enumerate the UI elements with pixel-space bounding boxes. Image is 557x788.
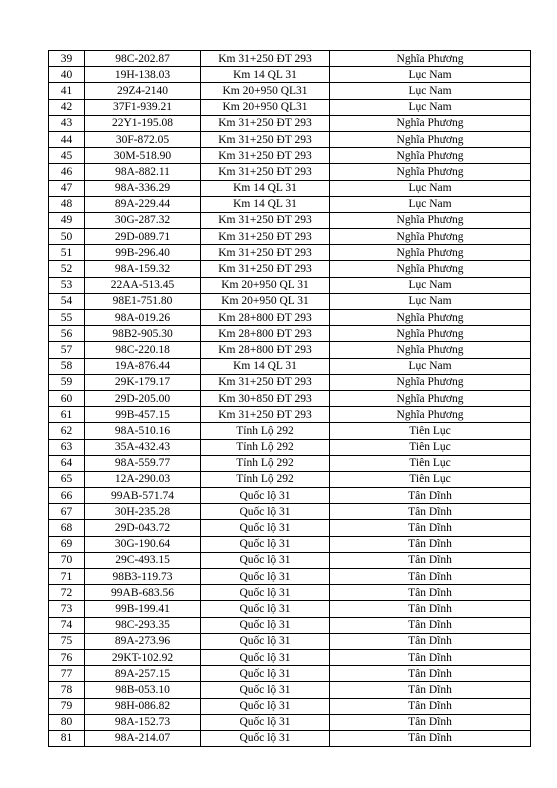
area-cell: Tân Dĩnh [330, 714, 531, 730]
table-row [49, 83, 531, 99]
row-number-cell: 62 [49, 423, 85, 439]
location-cell: Tỉnh Lộ 292 [201, 455, 330, 471]
table-row [49, 601, 531, 617]
location-cell: Km 31+250 ĐT 293 [201, 374, 330, 390]
location-cell: Quốc lộ 31 [201, 617, 330, 633]
row-number-cell: 73 [49, 601, 85, 617]
license-plate-cell: 98C-293.35 [85, 617, 201, 633]
license-plate-cell: 30G-287.32 [85, 212, 201, 228]
location-cell: Km 14 QL 31 [201, 180, 330, 196]
area-cell: Nghĩa Phương [330, 131, 531, 147]
location-cell: Quốc lộ 31 [201, 682, 330, 698]
location-cell: Quốc lộ 31 [201, 552, 330, 568]
table-body [49, 51, 531, 747]
table-row [49, 261, 531, 277]
table-row [49, 682, 531, 698]
table-row [49, 455, 531, 471]
location-cell: Km 14 QL 31 [201, 67, 330, 83]
license-plate-cell: 29KT-102.92 [85, 649, 201, 665]
location-cell: Km 20+950 QL31 [201, 99, 330, 115]
license-plate-cell: 98A-159.32 [85, 261, 201, 277]
area-cell: Tân Dĩnh [330, 666, 531, 682]
table-row [49, 229, 531, 245]
location-cell: Tỉnh Lộ 292 [201, 423, 330, 439]
table-row [49, 504, 531, 520]
license-plate-cell: 99B-296.40 [85, 245, 201, 261]
table-row [49, 342, 531, 358]
license-plate-cell: 98B-053.10 [85, 682, 201, 698]
area-cell: Tân Dĩnh [330, 520, 531, 536]
table-row [49, 633, 531, 649]
row-number-cell: 48 [49, 196, 85, 212]
area-cell: Nghĩa Phương [330, 115, 531, 131]
license-plate-cell: 19H-138.03 [85, 67, 201, 83]
table-row [49, 148, 531, 164]
location-cell: Quốc lộ 31 [201, 569, 330, 585]
table-row [49, 115, 531, 131]
row-number-cell: 68 [49, 520, 85, 536]
location-cell: Quốc lộ 31 [201, 585, 330, 601]
area-cell: Lục Nam [330, 196, 531, 212]
row-number-cell: 44 [49, 131, 85, 147]
license-plate-cell: 99AB-683.56 [85, 585, 201, 601]
row-number-cell: 80 [49, 714, 85, 730]
location-cell: Quốc lộ 31 [201, 666, 330, 682]
row-number-cell: 58 [49, 358, 85, 374]
location-cell: Quốc lộ 31 [201, 698, 330, 714]
license-plate-cell: 35A-432.43 [85, 439, 201, 455]
row-number-cell: 60 [49, 390, 85, 406]
area-cell: Lục Nam [330, 67, 531, 83]
area-cell: Nghĩa Phương [330, 212, 531, 228]
row-number-cell: 78 [49, 682, 85, 698]
area-cell: Tiên Lục [330, 439, 531, 455]
license-plate-cell: 98A-336.29 [85, 180, 201, 196]
table-row [49, 520, 531, 536]
table-row [49, 67, 531, 83]
violation-table [48, 50, 531, 747]
row-number-cell: 43 [49, 115, 85, 131]
table-row [49, 293, 531, 309]
license-plate-cell: 30H-235.28 [85, 504, 201, 520]
row-number-cell: 56 [49, 326, 85, 342]
license-plate-cell: 30G-190.64 [85, 536, 201, 552]
location-cell: Km 31+250 ĐT 293 [201, 51, 330, 67]
license-plate-cell: 98A-152.73 [85, 714, 201, 730]
table-row [49, 698, 531, 714]
location-cell: Quốc lộ 31 [201, 601, 330, 617]
location-cell: Km 31+250 ĐT 293 [201, 229, 330, 245]
table-row [49, 374, 531, 390]
row-number-cell: 74 [49, 617, 85, 633]
area-cell: Tân Dĩnh [330, 682, 531, 698]
license-plate-cell: 98C-220.18 [85, 342, 201, 358]
table-row [49, 390, 531, 406]
license-plate-cell: 98H-086.82 [85, 698, 201, 714]
row-number-cell: 55 [49, 310, 85, 326]
location-cell: Km 20+950 QL 31 [201, 277, 330, 293]
location-cell: Km 14 QL 31 [201, 358, 330, 374]
area-cell: Nghĩa Phương [330, 342, 531, 358]
area-cell: Nghĩa Phương [330, 164, 531, 180]
row-number-cell: 67 [49, 504, 85, 520]
location-cell: Km 31+250 ĐT 293 [201, 148, 330, 164]
table-row [49, 407, 531, 423]
license-plate-cell: 29C-493.15 [85, 552, 201, 568]
row-number-cell: 63 [49, 439, 85, 455]
location-cell: Km 31+250 ĐT 293 [201, 164, 330, 180]
table-row [49, 488, 531, 504]
location-cell: Tỉnh Lộ 292 [201, 439, 330, 455]
area-cell: Tiên Lục [330, 455, 531, 471]
location-cell: Km 31+250 ĐT 293 [201, 212, 330, 228]
table-row [49, 585, 531, 601]
location-cell: Km 31+250 ĐT 293 [201, 115, 330, 131]
area-cell: Nghĩa Phương [330, 326, 531, 342]
table-row [49, 423, 531, 439]
license-plate-cell: 89A-273.96 [85, 633, 201, 649]
license-plate-cell: 89A-229.44 [85, 196, 201, 212]
license-plate-cell: 98C-202.87 [85, 51, 201, 67]
location-cell: Quốc lộ 31 [201, 730, 330, 746]
row-number-cell: 46 [49, 164, 85, 180]
table-row [49, 666, 531, 682]
row-number-cell: 70 [49, 552, 85, 568]
area-cell: Nghĩa Phương [330, 407, 531, 423]
license-plate-cell: 37F1-939.21 [85, 99, 201, 115]
table-row [49, 471, 531, 487]
table-row [49, 310, 531, 326]
table-row [49, 245, 531, 261]
location-cell: Km 31+250 ĐT 293 [201, 261, 330, 277]
row-number-cell: 61 [49, 407, 85, 423]
table-row [49, 536, 531, 552]
location-cell: Km 20+950 QL 31 [201, 293, 330, 309]
area-cell: Tân Dĩnh [330, 649, 531, 665]
location-cell: Quốc lộ 31 [201, 633, 330, 649]
row-number-cell: 45 [49, 148, 85, 164]
area-cell: Nghĩa Phương [330, 310, 531, 326]
area-cell: Tân Dĩnh [330, 504, 531, 520]
row-number-cell: 64 [49, 455, 85, 471]
area-cell: Nghĩa Phương [330, 245, 531, 261]
location-cell: Quốc lộ 31 [201, 520, 330, 536]
row-number-cell: 71 [49, 569, 85, 585]
table-row [49, 439, 531, 455]
row-number-cell: 69 [49, 536, 85, 552]
table-row [49, 617, 531, 633]
license-plate-cell: 30F-872.05 [85, 131, 201, 147]
row-number-cell: 72 [49, 585, 85, 601]
location-cell: Quốc lộ 31 [201, 536, 330, 552]
row-number-cell: 65 [49, 471, 85, 487]
area-cell: Tân Dĩnh [330, 617, 531, 633]
area-cell: Tân Dĩnh [330, 585, 531, 601]
table-row [49, 131, 531, 147]
row-number-cell: 66 [49, 488, 85, 504]
license-plate-cell: 98A-019.26 [85, 310, 201, 326]
license-plate-cell: 98A-510.16 [85, 423, 201, 439]
area-cell: Nghĩa Phương [330, 229, 531, 245]
area-cell: Tân Dĩnh [330, 601, 531, 617]
license-plate-cell: 98B2-905.30 [85, 326, 201, 342]
row-number-cell: 77 [49, 666, 85, 682]
row-number-cell: 76 [49, 649, 85, 665]
area-cell: Nghĩa Phương [330, 374, 531, 390]
location-cell: Quốc lộ 31 [201, 488, 330, 504]
license-plate-cell: 29D-089.71 [85, 229, 201, 245]
license-plate-cell: 99B-199.41 [85, 601, 201, 617]
area-cell: Tân Dĩnh [330, 633, 531, 649]
location-cell: Km 28+800 ĐT 293 [201, 310, 330, 326]
license-plate-cell: 98E1-751.80 [85, 293, 201, 309]
row-number-cell: 39 [49, 51, 85, 67]
location-cell: Km 20+950 QL31 [201, 83, 330, 99]
license-plate-cell: 29K-179.17 [85, 374, 201, 390]
row-number-cell: 40 [49, 67, 85, 83]
row-number-cell: 49 [49, 212, 85, 228]
area-cell: Tân Dĩnh [330, 552, 531, 568]
license-plate-cell: 98A-882.11 [85, 164, 201, 180]
location-cell: Km 31+250 ĐT 293 [201, 245, 330, 261]
row-number-cell: 57 [49, 342, 85, 358]
license-plate-cell: 99AB-571.74 [85, 488, 201, 504]
row-number-cell: 41 [49, 83, 85, 99]
table-row [49, 730, 531, 746]
location-cell: Quốc lộ 31 [201, 649, 330, 665]
table-row [49, 714, 531, 730]
row-number-cell: 81 [49, 730, 85, 746]
license-plate-cell: 98A-214.07 [85, 730, 201, 746]
area-cell: Tân Dĩnh [330, 698, 531, 714]
area-cell: Nghĩa Phương [330, 148, 531, 164]
table-row [49, 196, 531, 212]
location-cell: Km 28+800 ĐT 293 [201, 326, 330, 342]
license-plate-cell: 29D-043.72 [85, 520, 201, 536]
area-cell: Lục Nam [330, 99, 531, 115]
area-cell: Tân Dĩnh [330, 730, 531, 746]
location-cell: Km 14 QL 31 [201, 196, 330, 212]
row-number-cell: 79 [49, 698, 85, 714]
license-plate-cell: 22AA-513.45 [85, 277, 201, 293]
license-plate-cell: 19A-876.44 [85, 358, 201, 374]
license-plate-cell: 98A-559.77 [85, 455, 201, 471]
license-plate-cell: 98B3-119.73 [85, 569, 201, 585]
location-cell: Quốc lộ 31 [201, 714, 330, 730]
location-cell: Km 28+800 ĐT 293 [201, 342, 330, 358]
location-cell: Tỉnh Lộ 292 [201, 471, 330, 487]
area-cell: Lục Nam [330, 83, 531, 99]
area-cell: Lục Nam [330, 277, 531, 293]
table-row [49, 164, 531, 180]
area-cell: Lục Nam [330, 358, 531, 374]
row-number-cell: 75 [49, 633, 85, 649]
table-row [49, 180, 531, 196]
area-cell: Tân Dĩnh [330, 488, 531, 504]
table-row [49, 277, 531, 293]
area-cell: Tiên Lục [330, 423, 531, 439]
location-cell: Quốc lộ 31 [201, 504, 330, 520]
license-plate-cell: 22Y1-195.08 [85, 115, 201, 131]
area-cell: Lục Nam [330, 180, 531, 196]
area-cell: Tiên Lục [330, 471, 531, 487]
table-row [49, 99, 531, 115]
row-number-cell: 50 [49, 229, 85, 245]
row-number-cell: 47 [49, 180, 85, 196]
area-cell: Nghĩa Phương [330, 51, 531, 67]
row-number-cell: 59 [49, 374, 85, 390]
table-row [49, 51, 531, 67]
table-row [49, 649, 531, 665]
row-number-cell: 52 [49, 261, 85, 277]
table-row [49, 212, 531, 228]
row-number-cell: 54 [49, 293, 85, 309]
license-plate-cell: 89A-257.15 [85, 666, 201, 682]
area-cell: Nghĩa Phương [330, 390, 531, 406]
table-row [49, 326, 531, 342]
license-plate-cell: 12A-290.03 [85, 471, 201, 487]
license-plate-cell: 30M-518.90 [85, 148, 201, 164]
license-plate-cell: 29D-205.00 [85, 390, 201, 406]
row-number-cell: 53 [49, 277, 85, 293]
location-cell: Km 31+250 ĐT 293 [201, 131, 330, 147]
table-row [49, 552, 531, 568]
location-cell: Km 31+250 ĐT 293 [201, 407, 330, 423]
license-plate-cell: 99B-457.15 [85, 407, 201, 423]
table-row [49, 569, 531, 585]
table-row [49, 358, 531, 374]
license-plate-cell: 29Z4-2140 [85, 83, 201, 99]
area-cell: Nghĩa Phương [330, 261, 531, 277]
area-cell: Tân Dĩnh [330, 569, 531, 585]
row-number-cell: 51 [49, 245, 85, 261]
location-cell: Km 30+850 ĐT 293 [201, 390, 330, 406]
row-number-cell: 42 [49, 99, 85, 115]
area-cell: Lục Nam [330, 293, 531, 309]
area-cell: Tân Dĩnh [330, 536, 531, 552]
